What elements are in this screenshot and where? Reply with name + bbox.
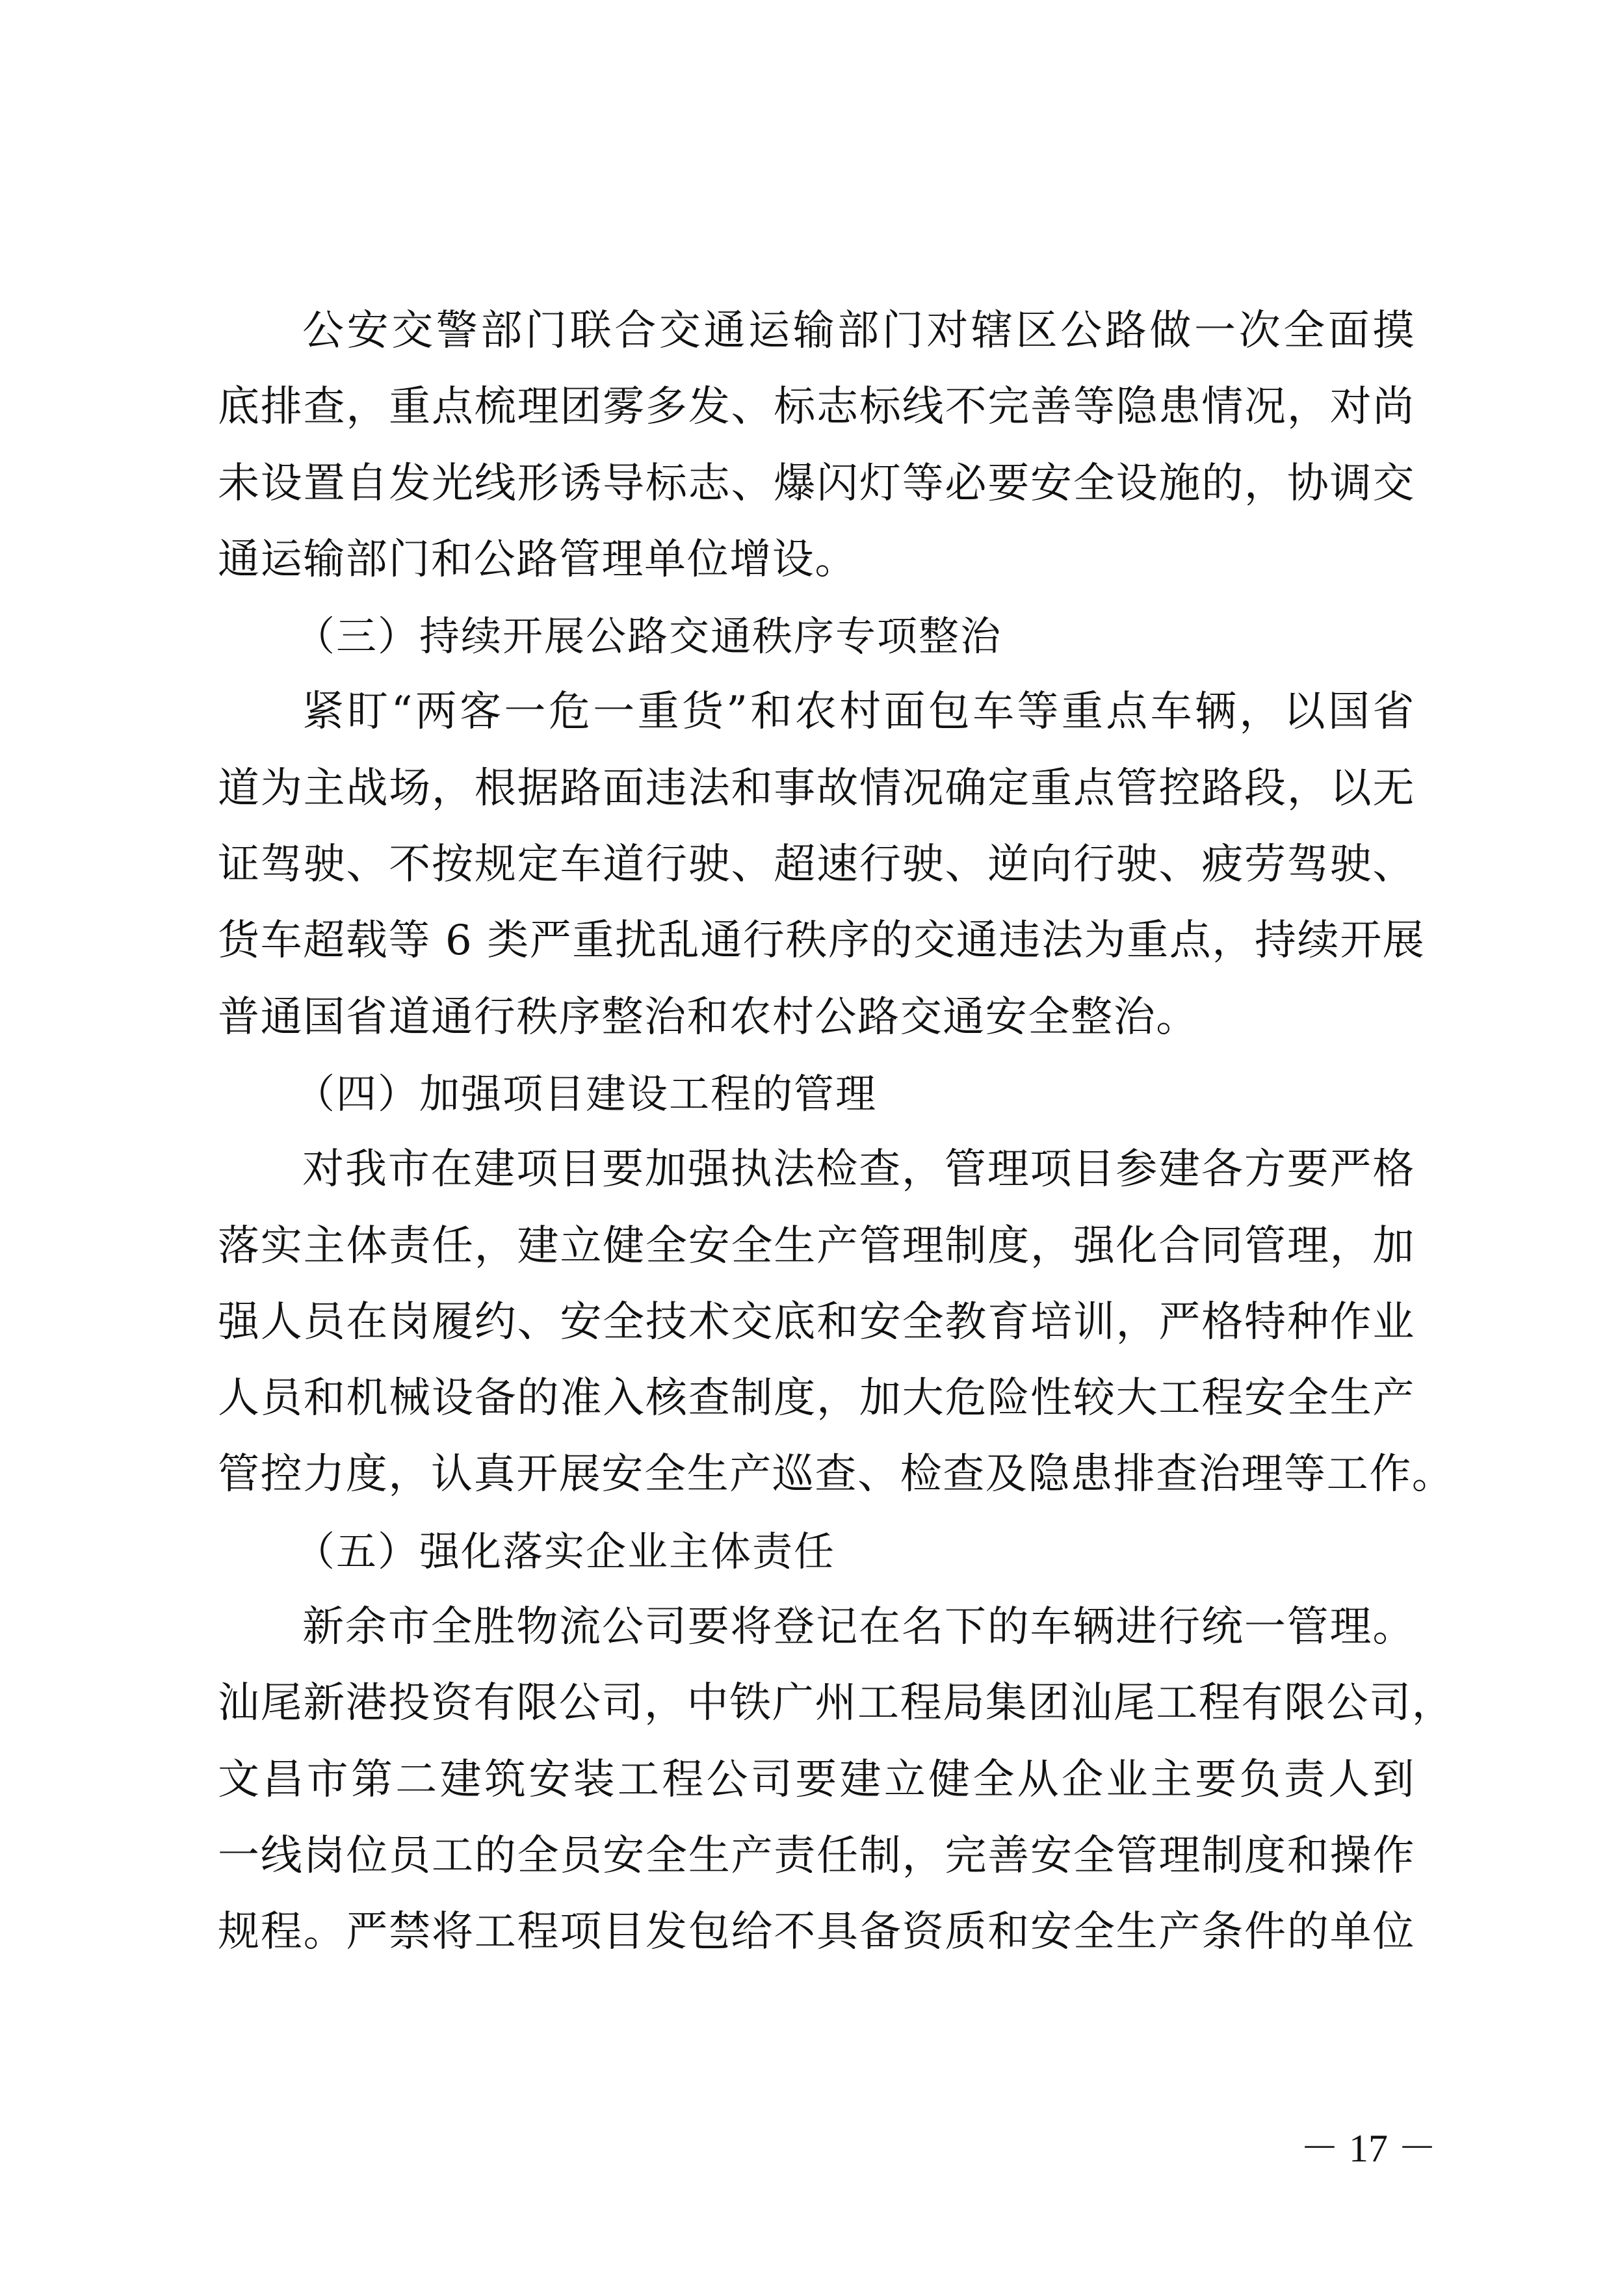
section-heading-4: （四）加强项目建设工程的管理 [294, 1069, 878, 1117]
text-line: 货车超载等 6 类严重扰乱通行秩序的交通违法为重点，持续开展 [218, 917, 1426, 965]
text-line: 管控力度，认真开展安全生产巡查、检查及隐患排查治理等工作。 [218, 1450, 1455, 1499]
text-line: 证驾驶、不按规定车道行驶、超速行驶、逆向行驶、疲劳驾驶、 [218, 841, 1415, 889]
text-line: 底排查，重点梳理团雾多发、标志标线不完善等隐患情况，对尚 [218, 383, 1415, 432]
text-line: 道为主战场，根据路面违法和事故情况确定重点管控路段，以无 [218, 764, 1415, 813]
paragraph-road-inspection [218, 293, 1415, 598]
text-line: 紧盯“两客一危一重货”和农村面包车等重点车辆，以国省 [302, 688, 1415, 737]
text-line: 对我市在建项目要加强执法检查，管理项目参建各方要严格 [302, 1145, 1415, 1194]
text-line: 规程。严禁将工程项目发包给不具备资质和安全生产条件的单位 [218, 1908, 1415, 1957]
text-line: 一线岗位员工的全员安全生产责任制，完善安全管理制度和操作 [218, 1831, 1415, 1880]
text-line: 公安交警部门联合交通运输部门对辖区公路做一次全面摸 [302, 307, 1415, 355]
page-number: － 17 － [1300, 2127, 1437, 2170]
text-line: 新余市全胜物流公司要将登记在名下的车辆进行统一管理。 [302, 1603, 1415, 1652]
text-line: 未设置自发光线形诱导标志、爆闪灯等必要安全设施的，协调交 [218, 459, 1415, 508]
text-line: 文昌市第二建筑安装工程公司要建立健全从企业主要负责人到 [218, 1755, 1415, 1804]
document-body [218, 293, 1455, 1971]
paragraph-project-management [218, 1132, 1455, 1513]
text-line: 人员和机械设备的准入核查制度，加大危险性较大工程安全生产 [218, 1374, 1415, 1423]
paragraph-enterprise-responsibility [218, 1589, 1455, 1970]
text-line: 落实主体责任，建立健全安全生产管理制度，强化合同管理，加 [218, 1221, 1415, 1270]
text-line: 普通国省道通行秩序整治和农村公路交通安全整治。 [218, 993, 1199, 1041]
paragraph-traffic-order [218, 674, 1426, 1055]
section-heading-3: （三）持续开展公路交通秩序专项整治 [294, 612, 1002, 660]
section-heading-5: （五）强化落实企业主体责任 [294, 1527, 836, 1575]
text-line: 通运输部门和公路管理单位增设。 [218, 535, 857, 584]
text-line: 汕尾新港投资有限公司，中铁广州工程局集团汕尾工程有限公司， [218, 1679, 1455, 1728]
text-line: 强人员在岗履约、安全技术交底和安全教育培训，严格特种作业 [218, 1298, 1415, 1346]
